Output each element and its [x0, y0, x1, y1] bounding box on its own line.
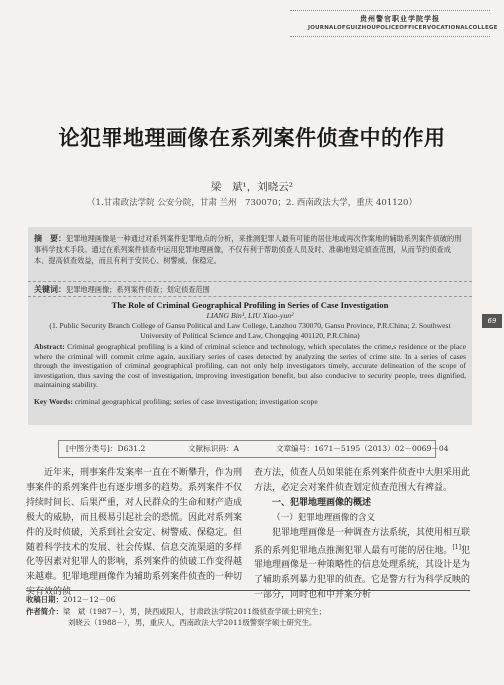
abstract-cn [34, 233, 464, 266]
author-bio-2: 刘晓云（1988－），男，重庆人，西南政法大学2011级警察学硕士研究生。 [68, 618, 317, 627]
english-keywords-text: criminal geographical profiling; series of case investigation; investigation scope [74, 397, 318, 406]
paper-affiliation: （1.甘肃政法学院 公安分院，甘肃 兰州 730070；2. 西南政法大学，重庆 401120） [87, 198, 417, 208]
keywords-divider [28, 296, 472, 297]
header-rule-top [290, 10, 490, 11]
english-affiliation: (1. Public Security Branch College of Gansu Political and Law College, Lanzhou 730070, Gansu Province, P.R.China; 2. Southwest University of Political Science and Law, Chongqing 401120, P.R.China) [49, 321, 451, 340]
keywords-cn-label: 关键词： [34, 285, 66, 294]
body-column-right [254, 466, 470, 603]
keywords-cn [34, 284, 210, 295]
received-date: 2012－12－06 [62, 595, 116, 604]
page-number-tab: 69 [482, 314, 502, 328]
received-label: 收稿日期： [26, 595, 63, 604]
paper-authors: 梁 斌¹，刘晓云² [211, 181, 293, 193]
english-abstract [34, 342, 466, 390]
abstract-cn-text: 犯罪地理画像是一种通过对系列案件犯罪地点的分析，来推测犯罪人最有可能的居住地或再次作案地的辅助系列案件侦破的刑事科学技术手段。通过在系列案件侦查中运用犯罪地理画像，不仅有利于帮助侦查人员及时、准确地划定侦查范围，从而节约侦查成本、提高侦查效益，而且有利于安民心、树警威、保稳定。 [34, 234, 462, 265]
english-keywords-label: Key Words: [34, 397, 73, 406]
footnote [26, 594, 470, 629]
subsection-heading: （一）犯罪地理画像的含义 [272, 512, 376, 523]
abstract-divider [28, 281, 472, 282]
body-column-left [26, 466, 242, 600]
body-paragraph: 查方法，侦查人员如果能在系列案件侦查中大胆采用此方法，必定会对案件侦查划定侦查范围大有裨益。 [254, 468, 471, 493]
reference-mark: [1] [452, 543, 461, 551]
article-number: 文章编号：1671－5195（2013）02－0069－04 [276, 444, 449, 453]
english-abstract-text: Criminal geographical profiling is a kind of criminal science and technology, which speculates the crime,s residence or the place where the criminal will commit crime again, auxiliary series of cases detected by analyzing the series of crime site. In a series of cases through the investigation of criminal geographical profiling, can not only help investigators timely, accurate delineation of the scope of investigation, thus saving the cost of investigation, improving investigation benefit, but also conducive to security people, trees dignified, maintaining stability. [34, 342, 466, 390]
journal-name-cn: 贵州警官职业学院学报 [360, 15, 440, 23]
footnote-rule [26, 590, 470, 591]
section-heading: 一、犯罪地理画像的概述 [272, 497, 372, 508]
document-code: 文献标识码：A [188, 444, 240, 453]
clc-number: [中图分类号]：D631.2 [66, 444, 146, 453]
english-title: The Role of Criminal Geographical Profiling in Series of Case Investigation [111, 300, 389, 310]
author-bio-label: 作者简介： [26, 606, 63, 616]
body-paragraph-2 [254, 526, 470, 604]
journal-name-en: JOURNALOFGUIZHOUPOLICEOFFICERVOCATIONALCOLLEGE [308, 25, 498, 31]
keywords-cn-text: 犯罪地理画像；系列案件侦查；划定侦查范围 [66, 285, 210, 294]
body-paragraph-2-text: 犯罪地理画像是一种调查方法系统，其使用相互联系的系列犯罪地点推测犯罪人最有可能的居住地。 [254, 527, 471, 556]
header-rule-bottom [290, 36, 490, 37]
author-bio-1: 梁 斌（1987－），男，陕西咸阳人，甘肃政法学院2011级侦查学硕士研究生； [62, 606, 326, 616]
body-paragraph-3-text: 犯罪地理画像是一种策略性的信息处理系统，其设计是为了辅助系列暴力犯罪的侦查。它是警方行为科学反映的一部分，同时也和中并案分析 [254, 545, 471, 601]
english-authors: LIANG Bin¹, LIU Xiao-yun² [206, 311, 294, 320]
abstract-cn-label: 摘 要： [34, 234, 66, 243]
english-abstract-label: Abstract: [34, 342, 65, 351]
english-keywords [34, 397, 466, 406]
paper-title: 论犯罪地理画像在系列案件侦查中的作用 [58, 126, 446, 150]
body-paragraph: 近年来，刑事案件发案率一直在不断攀升，作为刑事案件的系列案件也有逐步增多的趋势。系列案件不仅持续时间长、后果严重，对人民群众的生命和财产造成极大的威胁，而且极易引起社会的恐慌。因此对系列案件的及时侦破，关系到社会安定、树警威、保稳定。但随着科学技术的发展、社会传媒、信息交流渠道的多样化等因素对犯罪人的影响，系列案件的侦破工作变得越来越难。犯罪地理画像作为辅助系列案件侦查的一种切实有效的侦 [26, 468, 243, 598]
